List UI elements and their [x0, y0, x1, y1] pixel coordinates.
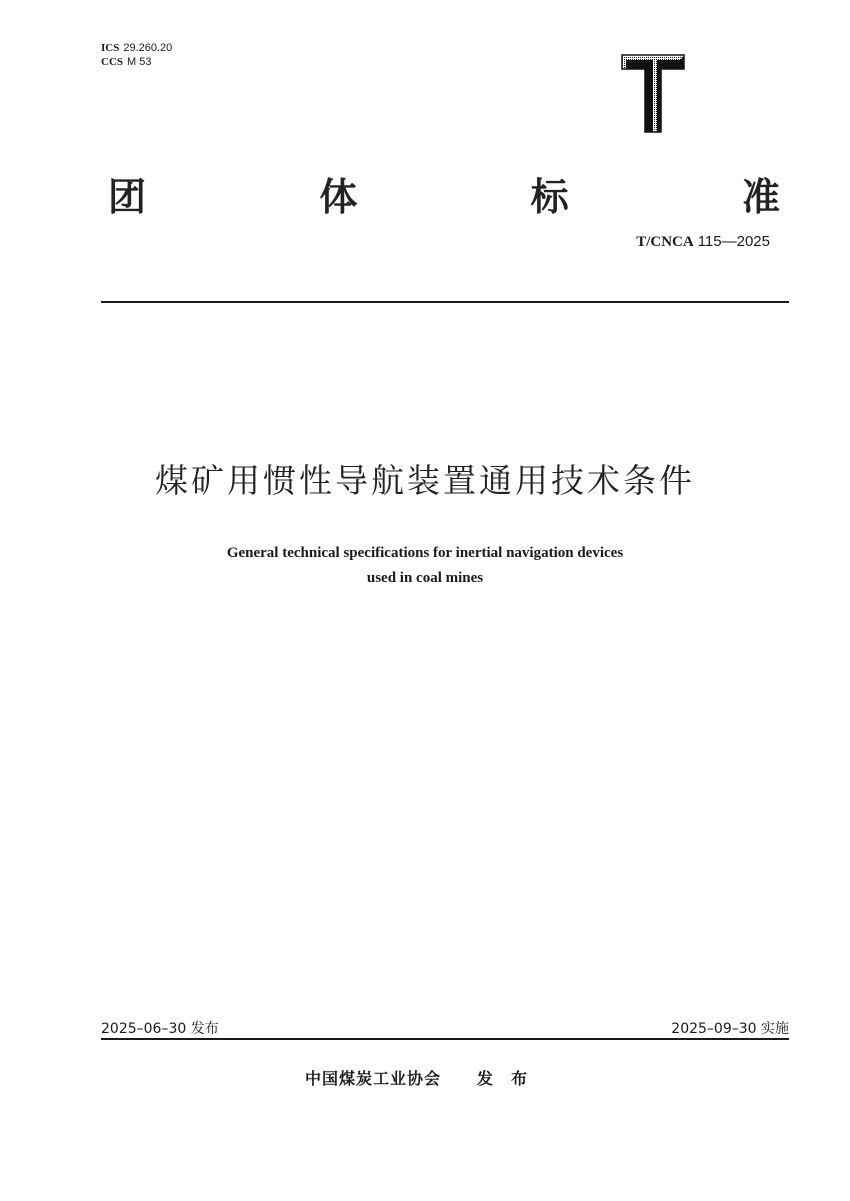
standard-number-prefix: T/CNCA — [636, 234, 694, 250]
standard-type-char: 团 — [108, 174, 147, 219]
standard-number — [636, 232, 770, 251]
classification-codes — [101, 41, 172, 69]
ccs-code — [101, 55, 172, 69]
ics-code — [101, 41, 172, 55]
document-title-chinese: 煤矿用惯性导航装置通用技术条件 — [155, 461, 695, 500]
english-title-line: used in coal mines — [366, 570, 484, 586]
ccs-value: M 53 — [127, 56, 152, 68]
top-divider — [101, 301, 789, 303]
standard-number-value: 115—2025 — [697, 233, 770, 250]
ics-value: 29.260.20 — [123, 42, 173, 54]
bottom-divider — [101, 1038, 789, 1040]
ics-label: ICS — [101, 42, 120, 54]
document-title-english — [0, 541, 850, 591]
implementation-date: 2025–09–30 实施 — [671, 1021, 789, 1037]
standard-type-char: 标 — [530, 174, 569, 219]
T-standard-logo-icon — [620, 53, 686, 135]
ccs-label: CCS — [101, 56, 124, 68]
publisher-name: 中国煤炭工业协会 — [304, 1069, 441, 1088]
standard-type-char: 体 — [319, 174, 358, 219]
standard-type-char: 准 — [741, 174, 780, 219]
issue-date: 2025–06–30 发布 — [101, 1021, 219, 1037]
english-title-line: General technical specifications for inertial navigation devices — [226, 545, 624, 561]
standard-type-heading — [108, 168, 780, 218]
publisher-action: 发布 — [477, 1069, 546, 1088]
publisher-line — [0, 1066, 850, 1089]
